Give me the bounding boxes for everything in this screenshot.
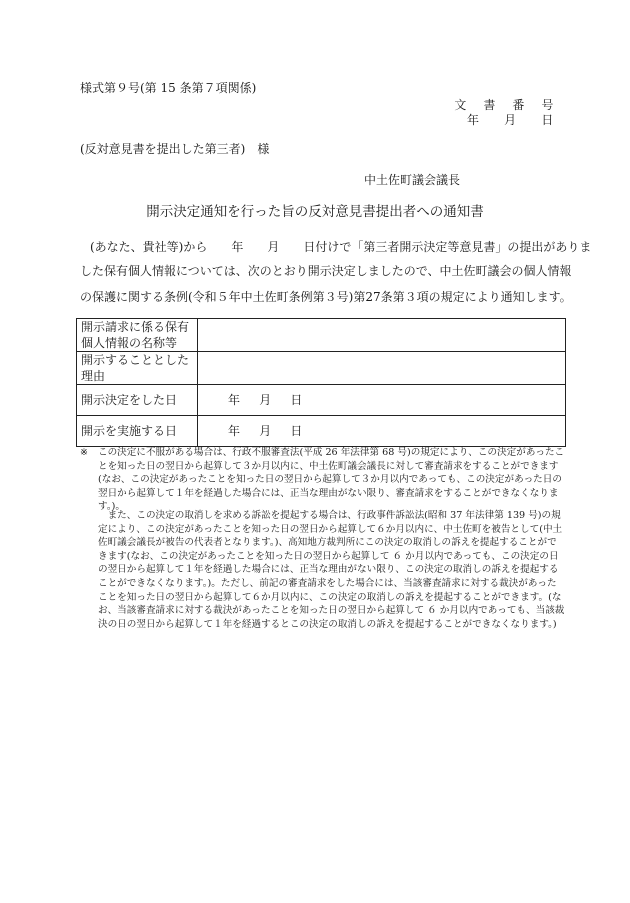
sender: 中土佐町議会議長 [364, 173, 461, 187]
table-value [198, 416, 566, 447]
table-row [77, 385, 566, 416]
note-appeal [80, 446, 566, 514]
body-text-line: の保護に関する条例(令和５年中土佐町条例第３号)第27条第３項の規定により通知します。 [80, 290, 572, 304]
table-value-text: 年 月 日 [228, 424, 307, 438]
table-label [77, 352, 198, 385]
note-lawsuit [80, 509, 566, 631]
table-value [198, 385, 566, 416]
table-label: 開示を実施する日 [77, 416, 198, 447]
document-title: 開示決定通知を行った旨の反対意見書提出者への通知書 [146, 204, 484, 220]
note-text: この決定に不服がある場合は、行政不服審査法(平成 26 年法律第 68 号)の規定により、この決定があったことを知った日の翌日から起算して３か月以内に、中土佐町議会議長に対して審査請求をすることができます(なお、この決定があったことを知った日の翌日から起算して３か月以内であっても、この決定があった日の翌日から起算して１年を経過した場合には、正当な理由がない限り、審査請求をすることができなくなります。)。 [98, 447, 565, 513]
body-text-line: (あなた、貴社等)から 年 月 日付けで「第三者開示決定等意見書」の提出がありま [90, 240, 592, 254]
table-row [77, 319, 566, 352]
form-number: 様式第９号(第 15 条第７項関係) [80, 81, 257, 95]
table-value [198, 319, 566, 352]
table-row [77, 416, 566, 447]
table-value-text: 年 月 日 [228, 393, 307, 407]
body-text-line: した保有個人情報については、次のとおり開示決定しましたので、中土佐町議会の個人情報 [80, 264, 572, 278]
table-label-line: 理由 [81, 369, 106, 383]
table-label: 開示決定をした日 [77, 385, 198, 416]
table-label-line: 開示することとした [81, 353, 190, 367]
document-number-label: 文 書 番 号 [454, 98, 560, 112]
decision-info-table [76, 318, 566, 447]
document-date-label: 年 月 日 [466, 113, 560, 127]
table-row [77, 352, 566, 385]
table-label-line: 開示請求に係る保有 [81, 320, 190, 334]
table-label-line: 個人情報の名称等 [81, 336, 178, 350]
table-value [198, 352, 566, 385]
table-label [77, 319, 198, 352]
addressee: (反対意見書を提出した第三者) 様 [80, 142, 270, 156]
note-text: また、この決定の取消しを求める訴訟を提起する場合は、行政事件訴訟法(昭和 37 年法律第 139 号)の規定により、この決定があったことを知った日の翌日から起算して６か月以内に、中土佐町を被告として(中土佐町議会議長が被告の代表者となります。)、高知地方裁判所にこの決定の取消しの訴えを提起することができます(なお、この決定があったことを知った日の翌日から起算して ６ か月以内であっても、この決定の日の翌日から起算して１年を経過した場合には、正当な理由がない限り、この決定の取消しの訴えを提起することができなくなります。)。ただし、前記の審査請求をした場合には、当該審査請求に対する裁決があったことを知った日の翌日から起算して６か月以内に、この決定の取消しの訴えを提起することができます。(なお、当該審査請求に対する裁決があったことを知った日の翌日から起算して ６ か月以内であっても、当該裁決の日の翌日から起算して１年を経過するとこの決定の取消しの訴えを提起することができなくなります。) [98, 510, 565, 630]
note-mark: ※ [80, 447, 89, 458]
